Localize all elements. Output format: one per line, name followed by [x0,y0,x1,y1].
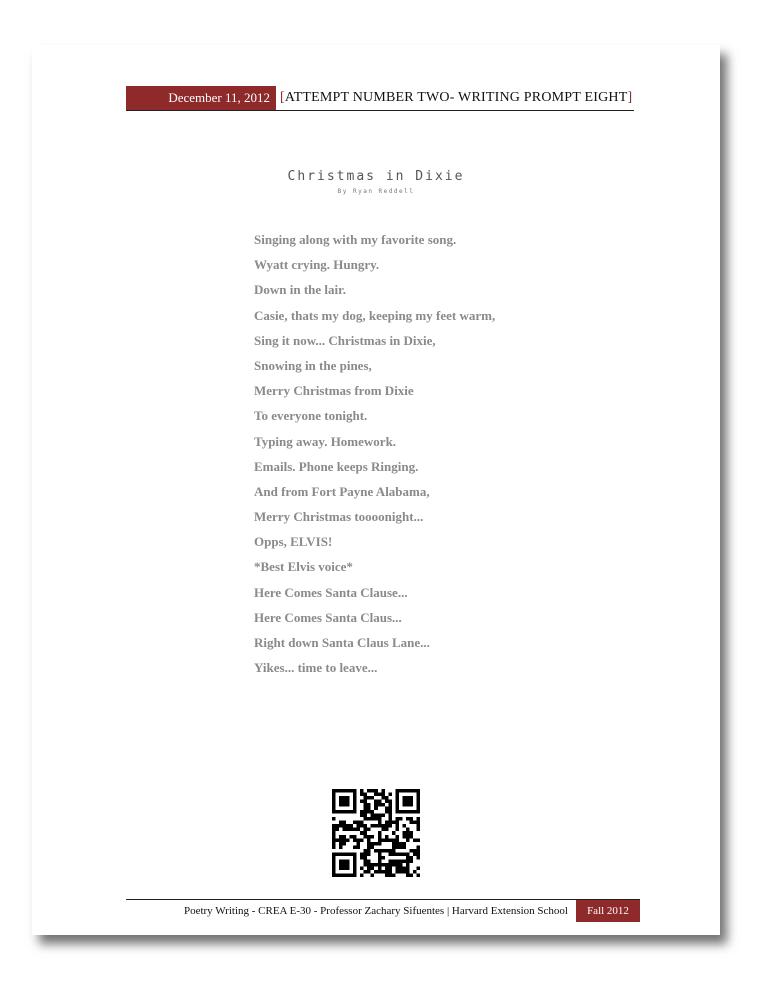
poem-line: Snowing in the pines, [254,357,372,373]
poem-line: Casie, thats my dog, keeping my feet warm, [254,307,496,323]
poem-line: Sing it now... Christmas in Dixie, [254,332,436,348]
poem-line: Here Comes Santa Clause... [254,584,408,600]
header-title [280,86,632,110]
poem-line: Opps, ELVIS! [254,534,333,550]
footer-course: Poetry Writing - CREA E-30 - Professor Zachary Sifuentes | Harvard Extension School [183,905,568,917]
poem-line: Wyatt crying. Hungry. [254,257,380,273]
poem-line: Typing away. Homework. [254,433,397,449]
poem-line: *Best Elvis voice* [254,559,353,575]
header-title-text: ATTEMPT NUMBER TWO- WRITING PROMPT EIGHT [284,90,628,105]
poem-line: Here Comes Santa Claus... [254,609,402,625]
header-open-bracket: [ [280,90,285,105]
poem-line: Down in the lair. [254,282,346,298]
poem-line: Merry Christmas from Dixie [254,383,414,399]
header-close-bracket: ] [627,90,633,105]
poem-line: Singing along with my favorite song. [254,232,457,247]
poem-title: Christmas in Dixie [287,169,465,184]
footer-term: Fall 2012 [576,900,640,922]
poem-line: Merry Christmas toooonight... [254,509,424,525]
qr-code-icon [332,789,420,877]
poem-line: And from Fort Payne Alabama, [254,483,430,499]
document-page [32,45,720,935]
poem-line: Right down Santa Claus Lane... [254,635,430,650]
poem-body [254,227,495,680]
poem-line: Emails. Phone keeps Ringing. [254,458,419,474]
footer-bar [126,899,640,922]
header-date: December 11, 2012 [126,86,276,110]
header-bar [126,86,634,111]
poem-line: Yikes... time to leave... [254,660,378,676]
poem-byline: By Ryan Reddell [337,188,415,195]
poem-line: To everyone tonight. [254,408,368,424]
